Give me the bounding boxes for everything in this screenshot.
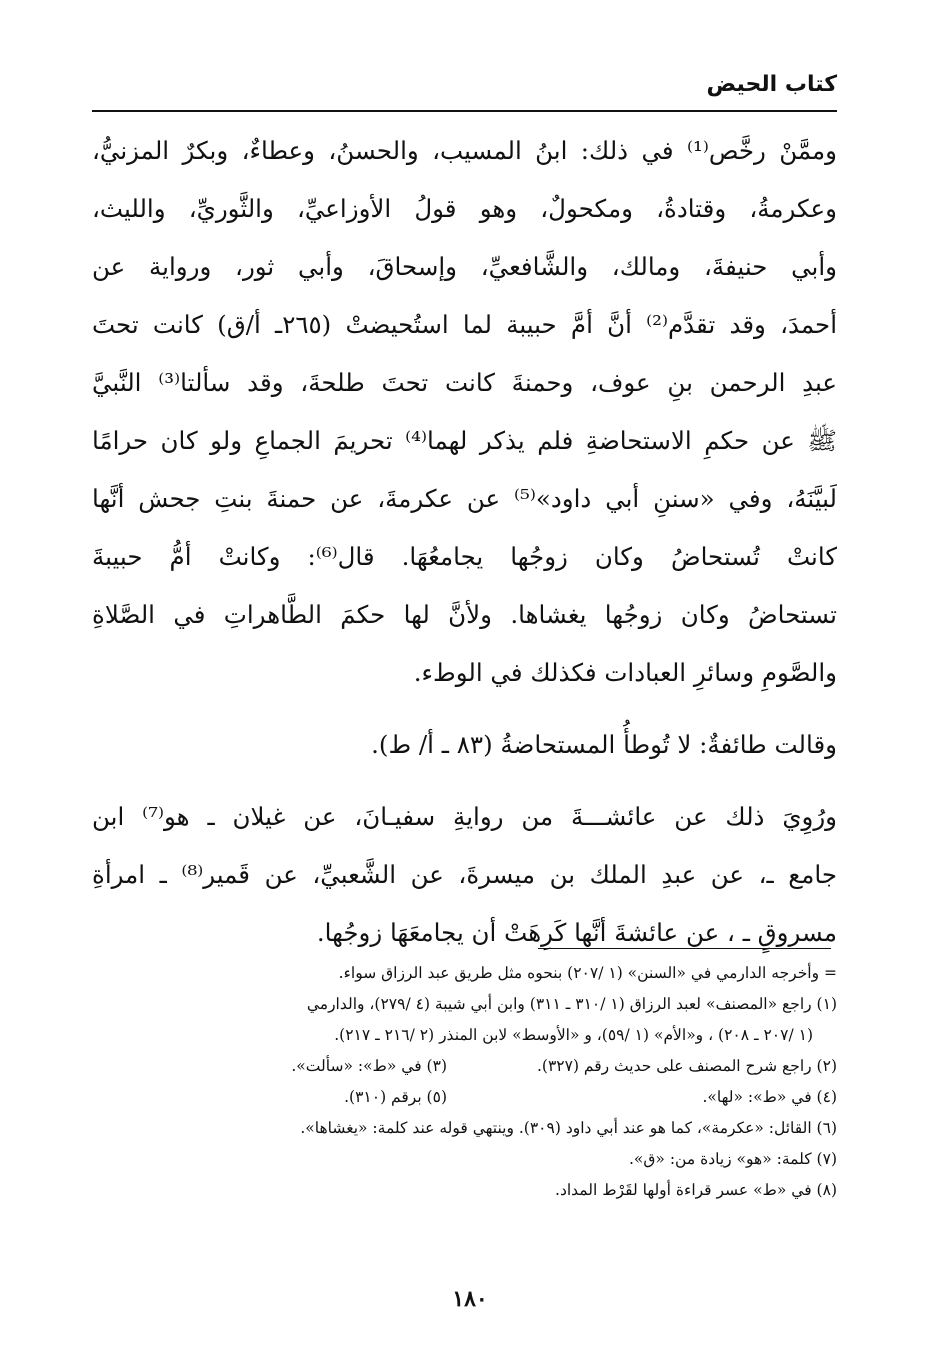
running-header (92, 70, 837, 112)
text-line: وممَّنْ رخَّص⁽¹⁾ في ذلك: ابنُ المسيب، والحسنُ، وعطاءٌ، وبكرٌ المزنيُّ، (92, 136, 837, 165)
footnote-row (92, 1082, 837, 1113)
page-number: ١٨٠ (452, 1286, 488, 1312)
footnote-1-continued: (١ /٢٠٧ ـ ٢٠٨) ، و«الأم» (١ /٥٩)، و «الأوسط» لابن المنذر (٢ /٢١٦ ـ ٢١٧). (334, 1026, 813, 1044)
text-line: ﷺ عن حكمِ الاستحاضةِ فلم يذكر لهما⁽⁴⁾ تحريمَ الجماعِ ولو كان حرامًا (92, 426, 837, 455)
main-text (92, 122, 837, 962)
footnote-7: (٧) كلمة: «هو» زيادة من: «ق». (628, 1150, 837, 1168)
text-line: مسروقٍ ـ ، عن عائشةَ أنَّها كَرِهَتْ أن يجامعَهَا زوجُها. (316, 918, 837, 947)
chapter-title: كتاب الحيض (706, 72, 837, 97)
footnote-separator (538, 948, 831, 949)
footnote-8: (٨) في «ط» عسر قراءة أولها لقَرْط المداد. (555, 1181, 837, 1199)
text-line: تستحاضُ وكان زوجُها يغشاها. ولأنَّ لها حكمَ الطَّاهراتِ في الصَّلاةِ (92, 600, 837, 629)
text-line: جامع ـ، عن عبدِ الملك بن ميسرةَ، عن الشَّعبيِّ، عن قَمير⁽⁸⁾ ـ امرأةِ (92, 860, 837, 889)
paragraph-1 (92, 122, 837, 702)
text-line: عبدِ الرحمن بنِ عوف، وحمنةَ كانت تحتَ طلحةَ، وقد سألتا⁽³⁾ النَّبيَّ (92, 368, 837, 397)
footnotes (92, 958, 837, 1206)
footnote-row (92, 1051, 837, 1082)
footnote-5: (٥) برقم (٣١٠). (344, 1088, 447, 1106)
footnote-3: (٣) في «ط»: «سألت». (291, 1057, 447, 1075)
text-line: لَبيَّنَهُ، وفي «سننِ أبي داود»⁽⁵⁾ عن عكرمةَ، عن حمنةَ بنتِ جحش أنَّها (92, 484, 837, 513)
text-line: وأبي حنيفةَ، ومالك، والشَّافعيِّ، وإسحاقَ، وأبي ثور، ورواية عن (92, 252, 837, 281)
text-line: وعكرمةُ، وقتادةُ، ومكحولٌ، وهو قولُ الأوزاعيِّ، والثَّوريِّ، والليث، (92, 194, 837, 223)
text-line: ورُوِيَ ذلك عن عائشـــةَ من روايةِ سفيـانَ، عن غيلان ـ هو⁽⁷⁾ ابن (92, 802, 837, 831)
text-line: والصَّومِ وسائرِ العبادات فكذلك في الوطء. (413, 658, 837, 687)
footnote-2: (٢) راجع شرح المصنف على حديث رقم (٣٢٧). (536, 1057, 837, 1075)
text-line: وقالت طائفةٌ: لا تُوطأُ المستحاضةُ (٨٣ ـ أ/ ط). (371, 730, 837, 759)
text-line: أحمدَ، وقد تقدَّم⁽²⁾ أنَّ أمَّ حبيبة لما استُحيضتْ (٢٦٥ـ أ/ق) كانت تحتَ (92, 310, 837, 339)
footnote-4: (٤) في «ط»: «لها». (702, 1088, 837, 1106)
text-line: كانتْ تُستحاضُ وكان زوجُها يجامعُهَا. قال⁽⁶⁾: وكانتْ أمُّ حبيبةَ (92, 542, 837, 571)
paragraph-3 (92, 788, 837, 962)
paragraph-2 (92, 716, 837, 774)
footnote-6: (٦) القائل: «عكرمة»، كما هو عند أبي داود (٣٠٩). وينتهي قوله عند كلمة: «يغشاها». (300, 1119, 837, 1137)
footnote-1: (١) راجع «المصنف» لعبد الرزاق (١ /٣١٠ ـ ٣١١) وابن أبي شيبة (٤ /٢٧٩)، والدارمي (306, 995, 837, 1013)
footnote-carryover: = وأخرجه الدارمي في «السنن» (١ /٢٠٧) بنحوه مثل طريق عبد الرزاق سواء. (338, 964, 837, 982)
